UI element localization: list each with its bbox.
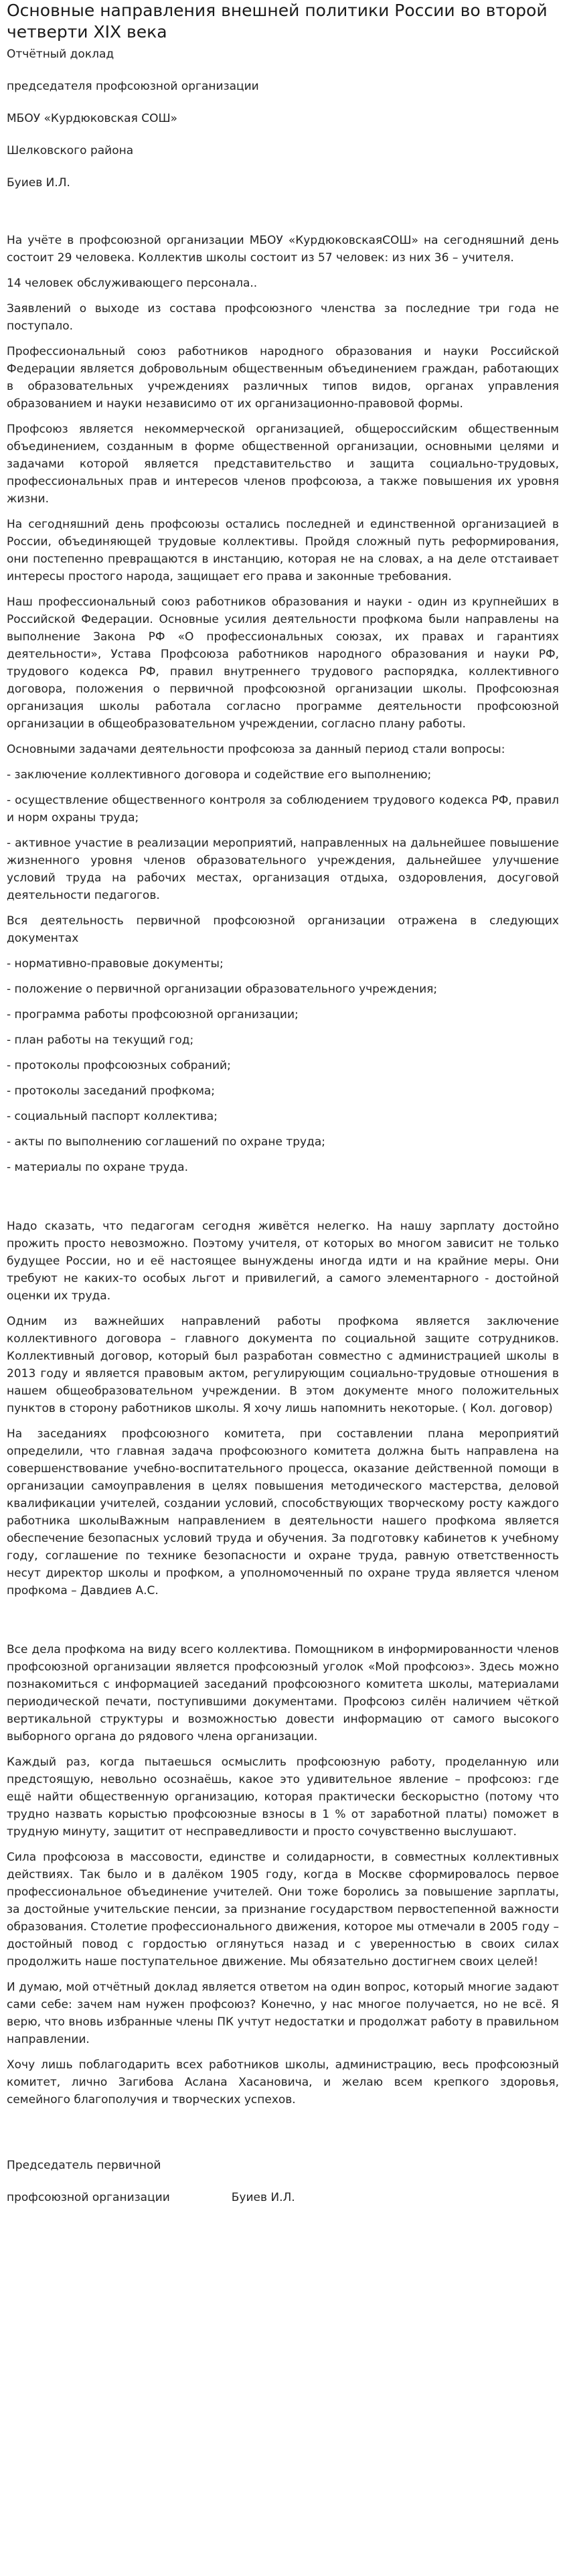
author-name: Буиев И.Л.	[7, 176, 70, 190]
paragraph: Надо сказать, что педагогам сегодня живётся нелегко. На нашу зарплату достойно прожить просто невозможно. Поэтому учителя, от которых во многом зависит не только будущее России, но и её настоящее вынуждены иногда идти и на крайние меры. Они требуют не каких-то особых льгот и привилегий, а самого элементарного - достойной оценки их труда.	[7, 1220, 559, 1303]
report-author-role: председателя профсоюзной организации	[7, 80, 259, 93]
list-item: - социальный паспорт коллектива;	[7, 1110, 218, 1123]
paragraph: Заявлений о выходе из состава профсоюзного членства за последние три года не поступало.	[7, 302, 559, 333]
paragraph: И думаю, мой отчётный доклад является ответом на один вопрос, который многие задают сами себе: зачем нам нужен профсоюз? Конечно, у нас многое получается, но не всё. Я верю, что вновь избранные члены ПК учтут недостатки и продолжат работу в правильном направлении.	[7, 1981, 559, 2046]
paragraph: Одним из важнейших направлений работы профкома является заключение коллективного договора – главного документа по социальной защите сотрудников. Коллективный договор, который был разработан совместно с администрацией школы в 2013 году и является правовым актом, регулирующим социально-трудовые отношения в нашем общеобразовательном учреждении. В этом документе много положительных пунктов в сторону работников школы. Я хочу лишь напомнить некоторые. ( Кол. договор)	[7, 1315, 559, 1415]
signature-role: Председатель первичной	[7, 2159, 161, 2172]
intro-section	[7, 232, 559, 758]
paragraph: Сила профсоюза в массовости, единстве и солидарности, в совместных коллективных действиях. Так было и в далёком 1905 году, когда в Москве сформировалось первое профессиональное объединение учителей. Они тоже боролись за повышение зарплаты, за достойные учительские пенсии, за признание государством первостепенной важности образования. Столетие профессионального движения, которое мы отмечали в 2005 году – достойный повод с гордостью оглянуться назад и с уверенностью в своих силах продолжить наше поступательное движение. Мы обязательно достигнем своих целей!	[7, 1851, 559, 1969]
body-section-2	[7, 1641, 559, 2108]
paragraph: Вся деятельность первичной профсоюзной организации отражена в следующих документах	[7, 914, 559, 945]
list-item: - положение о первичной организации образовательного учреждения;	[7, 983, 438, 996]
paragraph: Профессиональный союз работников народного образования и науки Российской Федерации является добровольным общественным объединением граждан, работающих в образовательных учреждениях различных типов видов, органах управления образованием и науки независимо от их организационно-правовой формы.	[7, 345, 559, 411]
paragraph: Хочу лишь поблагодарить всех работников школы, администрацию, весь профсоюзный комитет, лично Загибова Аслана Хасановича, и желаю всем крепкого здоровья, семейного благополучия и творческих успехов.	[7, 2058, 559, 2106]
paragraph: На сегодняшний день профсоюзы остались последней и единственной организацией в России, объединяющей трудовые коллективы. Пройдя сложный путь реформирования, они постепенно превращаются в инстанцию, которая не на словах, а на деле отстаивает интересы простого народа, защищает его права и законные требования.	[7, 518, 559, 583]
paragraph: На заседаниях профсоюзного комитета, при составлении плана мероприятий определили, что главная задача профсоюзного комитета должна быть направлена на совершенствование учебно-воспитательного процесса, оказание действенной помощи в организации самоуправления в целях повышения методического мастерства, деловой квалификации учителей, создании условий, способствующих творческому росту каждого работника школыВажным направлением в деятельности нашего профкома является обеспечение безопасных условий труда и обучения. За подготовку кабинетов к учебному году, соглашение по технике безопасности и охране труда, равную ответственность несут директор школы и профком, а уполномоченный по охране труда является членом профкома – Давдиев А.С.	[7, 1427, 559, 1597]
paragraph: На учёте в профсоюзной организации МБОУ «КурдюковскаяСОШ» на сегодняшний день состоит 29 человека. Коллектив школы состоит из 57 человек: из них 36 – учителя.	[7, 234, 559, 265]
district-name: Шелковского района	[7, 144, 134, 157]
list-item: - протоколы профсоюзных собраний;	[7, 1059, 231, 1072]
list-item: - осуществление общественного контроля за соблюдением трудового кодекса РФ, правил и норм охраны труда;	[7, 794, 559, 825]
list-item: - протоколы заседаний профкома;	[7, 1084, 216, 1098]
signature-org: профсоюзной организации	[7, 2191, 170, 2204]
paragraph: 14 человек обслуживающего персонала..	[7, 277, 258, 290]
paragraph: Каждый раз, когда пытаешься осмыслить профсоюзную работу, проделанную или предстоящую, невольно осознаёшь, какое это удивительное явление – профсоюз: где ещё найти общественную организацию, которая практически бескорыстно (потому что трудно назвать корыстью профсоюзные взносы в 1 % от заработной платы) поможет в трудную минуту, защитит от несправедливости и просто сочувственно выслушают.	[7, 1756, 559, 1839]
list-item: - заключение коллективного договора и содействие его выполнению;	[7, 768, 432, 782]
paragraph: Наш профессиональный союз работников образования и науки - один из крупнейших в Российской Федерации. Основные усилия деятельности профкома были направлены на выполнение Закона РФ «О профессиональных союзах, их правах и гарантиях деятельности», Устава Профсоюза работников народного образования и науки РФ, трудового кодекса РФ, правил внутреннего трудового распорядка, коллективного договора, положения о первичной профсоюзной организации школы. Профсоюзная организация школы работала согласно программе деятельности профсоюзной организации в общеобразовательном учреждении, согласно плану работы.	[7, 595, 559, 731]
list-item: - план работы на текущий год;	[7, 1033, 194, 1047]
list-item: - программа работы профсоюзной организации;	[7, 1008, 299, 1021]
documents-list	[7, 955, 559, 1176]
signature-name: Буиев И.Л.	[231, 2191, 295, 2204]
signature-block	[7, 2157, 559, 2206]
signature-line	[7, 2189, 559, 2206]
paragraph: Основными задачами деятельности профсоюза за данный период стали вопросы:	[7, 743, 505, 756]
list-item: - нормативно-правовые документы;	[7, 957, 224, 971]
list-item: - акты по выполнению соглашений по охране труда;	[7, 1135, 325, 1149]
report-type: Отчётный доклад	[7, 48, 114, 61]
page-title: Основные направления внешней политики России во второй четверти XIX века	[7, 1, 548, 42]
school-name: МБОУ «Курдюковская СОШ»	[7, 112, 178, 125]
list-item: - материалы по охране труда.	[7, 1161, 188, 1174]
tasks-list	[7, 766, 559, 904]
list-item: - активное участие в реализации мероприятий, направленных на дальнейшее повышение жизненного уровня членов образовательного учреждения, дальнейшее улучшение условий труда на рабочих местах, организация отдыха, оздоровления, досуговой деятельности педагогов.	[7, 837, 559, 902]
body-section-1	[7, 1218, 559, 1599]
paragraph: Профсоюз является некоммерческой организацией, общероссийским общественным объединением, созданным в форме общественной организации, основными целями и задачами которой является представительство и защита социально-трудовых, профессиональных прав и интересов членов профсоюза, а также повышения их уровня жизни.	[7, 423, 559, 506]
paragraph: Все дела профкома на виду всего коллектива. Помощником в информированности членов профсоюзной организации является профсоюзный уголок «Мой профсоюз». Здесь можно познакомиться с информацией заседаний профсоюзного комитета школы, материалами периодической печати, поступившими документами. Профсоюз силён наличием чёткой вертикальной структуры и возможностью довести информацию от самого высокого выборного органа до рядового члена организации.	[7, 1643, 559, 1743]
report-header	[7, 46, 559, 192]
